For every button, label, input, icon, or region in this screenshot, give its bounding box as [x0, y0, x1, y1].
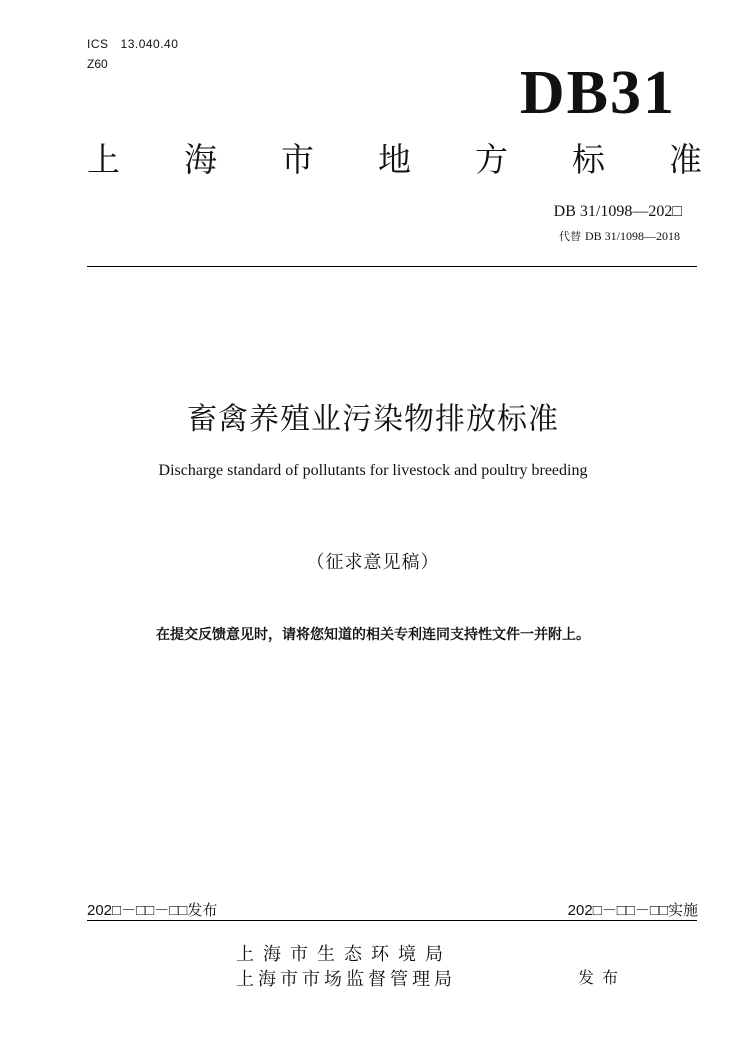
- issuer-title-char: 海: [184, 141, 217, 178]
- issuing-org-market: 上海市市场监督管理局: [236, 969, 456, 989]
- issuer-title-char: 准: [669, 141, 702, 178]
- replaces-line: [559, 228, 680, 244]
- document-title-zh: 畜禽养殖业污染物排放标准: [187, 403, 559, 436]
- standard-number: DB 31/1098—202□: [553, 203, 682, 220]
- implement-date: 202□－□□－□□实施: [567, 902, 698, 919]
- publish-label: 发布: [578, 970, 627, 987]
- issuer-title-char: 地: [378, 141, 411, 178]
- document-title-en: Discharge standard of pollutants for livestock and poultry breeding: [158, 462, 588, 479]
- issuing-org-environment: 上海市生态环境局: [236, 944, 452, 964]
- issuer-title-char: 市: [281, 141, 314, 178]
- issuer-title-char: 上: [87, 141, 120, 178]
- ics-line: [87, 37, 178, 51]
- ics-code: 13.040.40: [120, 37, 179, 51]
- issuer-title-char: 标: [572, 141, 605, 178]
- issuer-title: [87, 140, 702, 180]
- classification-code: Z60: [87, 57, 108, 71]
- replaces-label: 代替: [558, 230, 581, 243]
- publish-date: 202□－□□－□□发布: [87, 902, 218, 919]
- footer-divider: [87, 920, 697, 921]
- standard-mark: DB31: [519, 59, 676, 127]
- patent-notice: 在提交反馈意见时，请将您知道的相关专利连同支持性文件一并附上。: [156, 626, 590, 642]
- draft-label: （征求意见稿）: [306, 552, 440, 572]
- replaces-number: DB 31/1098—2018: [584, 229, 680, 243]
- issuer-title-char: 方: [475, 141, 508, 178]
- ics-label: ICS: [87, 37, 109, 51]
- header-divider: [87, 266, 697, 267]
